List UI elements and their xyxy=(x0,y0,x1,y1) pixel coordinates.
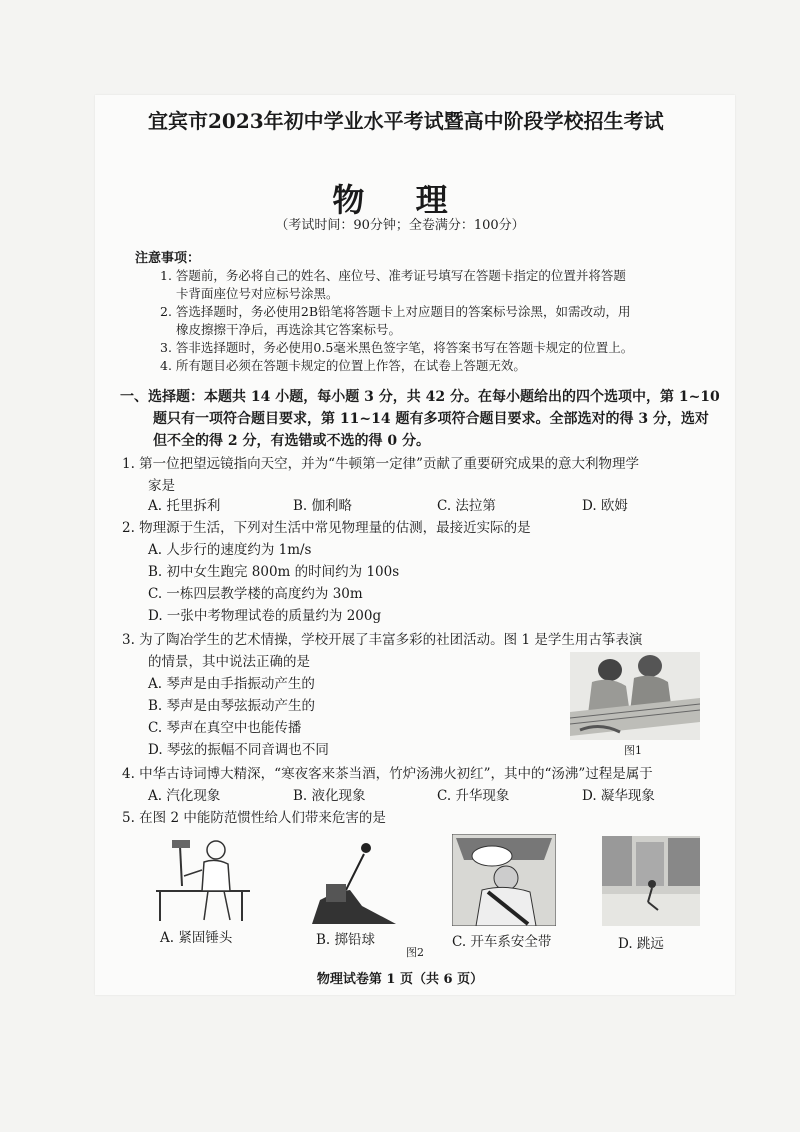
figure-2c-seatbelt-illustration xyxy=(452,834,556,926)
question-4-option-b: B. 液化现象 xyxy=(293,788,366,804)
question-4-option-c: C. 升华现象 xyxy=(437,788,510,804)
notice-line: 3. 答非选择题时，务必使用0.5毫米黑色签字笔，将答案书写在答题卡规定的位置上。 xyxy=(160,340,634,355)
figure-1-caption: 图1 xyxy=(624,744,642,757)
question-1-option-a: A. 托里拆利 xyxy=(148,498,221,514)
question-1-option-d: D. 欧姆 xyxy=(582,498,628,514)
question-5-stem: 5. 在图 2 中能防范惯性给人们带来危害的是 xyxy=(122,810,386,826)
question-2-option-a: A. 人步行的速度约为 1m/s xyxy=(148,542,312,558)
question-2-option-d: D. 一张中考物理试卷的质量约为 200g xyxy=(148,608,382,624)
question-3-stem: 的情景，其中说法正确的是 xyxy=(148,654,310,670)
notice-line: 4. 所有题目必须在答题卡规定的位置上作答，在试卷上答题无效。 xyxy=(160,358,526,373)
section-instructions: 但不全的得 2 分，有选错或不选的得 0 分。 xyxy=(153,433,430,449)
question-2-option-c: C. 一栋四层教学楼的高度约为 30m xyxy=(148,586,363,602)
figure-1-guzheng-photo xyxy=(570,652,700,740)
question-3-stem: 3. 为了陶冶学生的艺术情操，学校开展了丰富多彩的社团活动。图 1 是学生用古筝表演 xyxy=(122,632,643,648)
subject-title: 物 理 xyxy=(332,181,468,219)
section-instructions: 题只有一项符合题目要求，第 11~14 题有多项符合题目要求。全部选对的得 3 分，选对 xyxy=(153,411,709,427)
notice-line: 1. 答题前，务必将自己的姓名、座位号、准考证号填写在答题卡指定的位置并将答题 xyxy=(160,268,626,283)
section-instructions: 一、选择题：本题共 14 小题，每小题 3 分，共 42 分。在每小题给出的四个选项中，第 1~10 xyxy=(120,389,720,405)
question-2-stem: 2. 物理源于生活，下列对生活中常见物理量的估测，最接近实际的是 xyxy=(122,520,531,536)
figure-2b-shot-put-illustration xyxy=(306,840,401,925)
figure-2b-caption: B. 掷铅球 xyxy=(316,932,376,948)
question-1-option-c: C. 法拉第 xyxy=(437,498,496,514)
question-3-option-d: D. 琴弦的振幅不同音调也不同 xyxy=(148,742,329,758)
question-4-option-d: D. 凝华现象 xyxy=(582,788,655,804)
question-1-option-b: B. 伽利略 xyxy=(293,498,353,514)
notice-line: 卡背面座位号对应标号涂黑。 xyxy=(176,286,339,301)
question-1-stem: 家是 xyxy=(148,478,175,494)
question-2-option-b: B. 初中女生跑完 800m 的时间约为 100s xyxy=(148,564,400,580)
exam-title: 宜宾市2023年初中学业水平考试暨高中阶段学校招生考试 xyxy=(148,109,664,133)
notice-line: 橡皮擦擦干净后，再选涂其它答案标号。 xyxy=(176,322,402,337)
question-3-option-a: A. 琴声是由手指振动产生的 xyxy=(148,676,315,692)
figure-2a-hammer-illustration xyxy=(150,836,255,926)
question-1-stem: 1. 第一位把望远镜指向天空，并为“牛顿第一定律”贡献了重要研究成果的意大利物理学 xyxy=(122,456,639,472)
notice-title: 注意事项： xyxy=(135,251,201,266)
exam-time-info: （考试时间：90分钟；全卷满分：100分） xyxy=(275,218,525,233)
question-4-stem: 4. 中华古诗词博大精深，“寒夜客来茶当酒，竹炉汤沸火初红”，其中的“汤沸”过程是属于 xyxy=(122,766,653,782)
question-4-option-a: A. 汽化现象 xyxy=(148,788,221,804)
question-3-option-b: B. 琴声是由琴弦振动产生的 xyxy=(148,698,316,714)
question-3-option-c: C. 琴声在真空中也能传播 xyxy=(148,720,302,736)
figure-2c-caption: C. 开车系安全带 xyxy=(452,934,552,950)
figure-2-caption: 图2 xyxy=(406,946,424,959)
figure-2d-caption: D. 跳远 xyxy=(618,936,664,952)
page-footer: 物理试卷第 1 页（共 6 页） xyxy=(316,972,484,987)
figure-2a-caption: A. 紧固锤头 xyxy=(160,930,233,946)
figure-2d-long-jump-photo xyxy=(602,836,700,926)
notice-line: 2. 答选择题时，务必使用2B铅笔将答题卡上对应题目的答案标号涂黑，如需改动，用 xyxy=(160,304,631,319)
